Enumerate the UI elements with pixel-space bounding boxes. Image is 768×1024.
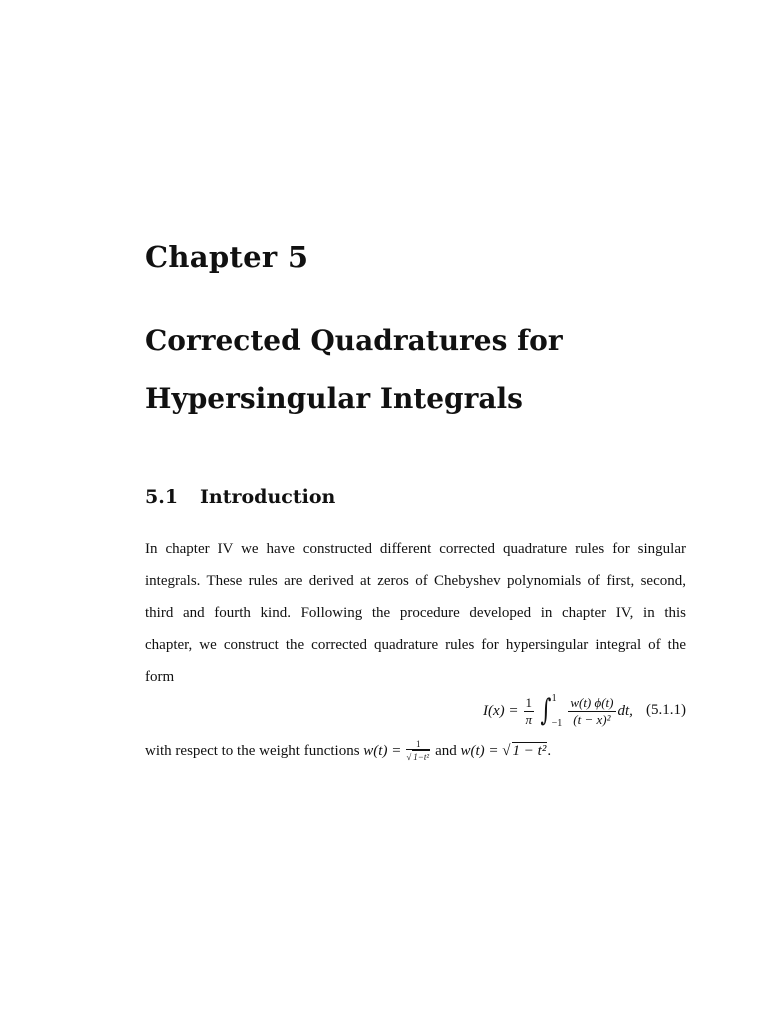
equation-lhs: I(x) = [483,702,519,719]
paragraph-line: form [145,669,175,685]
weights-suffix: . [547,742,552,759]
paragraph-line: integrals. These rules are derived at zeros of Chebyshev polynomials of first, second, [145,573,686,589]
lower-limit: −1 [551,718,563,729]
coefficient-fraction [524,695,535,728]
weight-2-lhs: w(t) = [460,742,499,759]
weight-1-fraction [406,739,430,763]
intro-paragraph [145,533,686,693]
weight-1-numerator: 1 [415,739,421,749]
upper-limit: 1 [551,693,557,704]
weights-prefix: with respect to the weight functions [145,742,360,759]
weights-conjunction: and [435,742,457,759]
equation-differential: dt, [617,702,633,719]
chapter-title-line-1: Corrected Quadratures for [145,324,563,357]
chapter-title-line-2: Hypersingular Integrals [145,382,523,415]
section-number: 5.1 [145,486,179,508]
integral-sign-icon: ∫ [540,693,552,728]
equation-number: (5.1.1) [646,702,686,718]
weight-1-lhs: w(t) = [363,742,402,759]
weight-1-radicand: 1−t² [413,752,430,762]
section-heading [145,486,335,508]
weight-functions-line [145,736,551,766]
integral-limits [552,693,563,729]
weight-1-denominator: √ 1−t² [406,752,430,762]
weight-2-radicand: 1 − t² [512,743,547,759]
coefficient-numerator: 1 [525,694,533,710]
paragraph-line: chapter, we construct the corrected quadrature rules for hypersingular integral of the [145,637,686,653]
integrand-fraction [568,695,615,728]
sqrt-icon: √ [502,742,511,759]
integrand-denominator: (t − x)² [573,711,611,727]
coefficient-denominator: π [525,711,533,727]
paragraph-line: third and fourth kind. Following the procedure developed in chapter IV, in this [145,605,686,621]
display-equation [145,690,686,732]
chapter-label: Chapter 5 [145,240,309,274]
paragraph-line: In chapter IV we have constructed different corrected quadrature rules for singular [145,541,686,557]
section-title: Introduction [200,486,336,508]
integrand-numerator: w(t) ϕ(t) [570,694,614,710]
equation-body [483,690,633,732]
